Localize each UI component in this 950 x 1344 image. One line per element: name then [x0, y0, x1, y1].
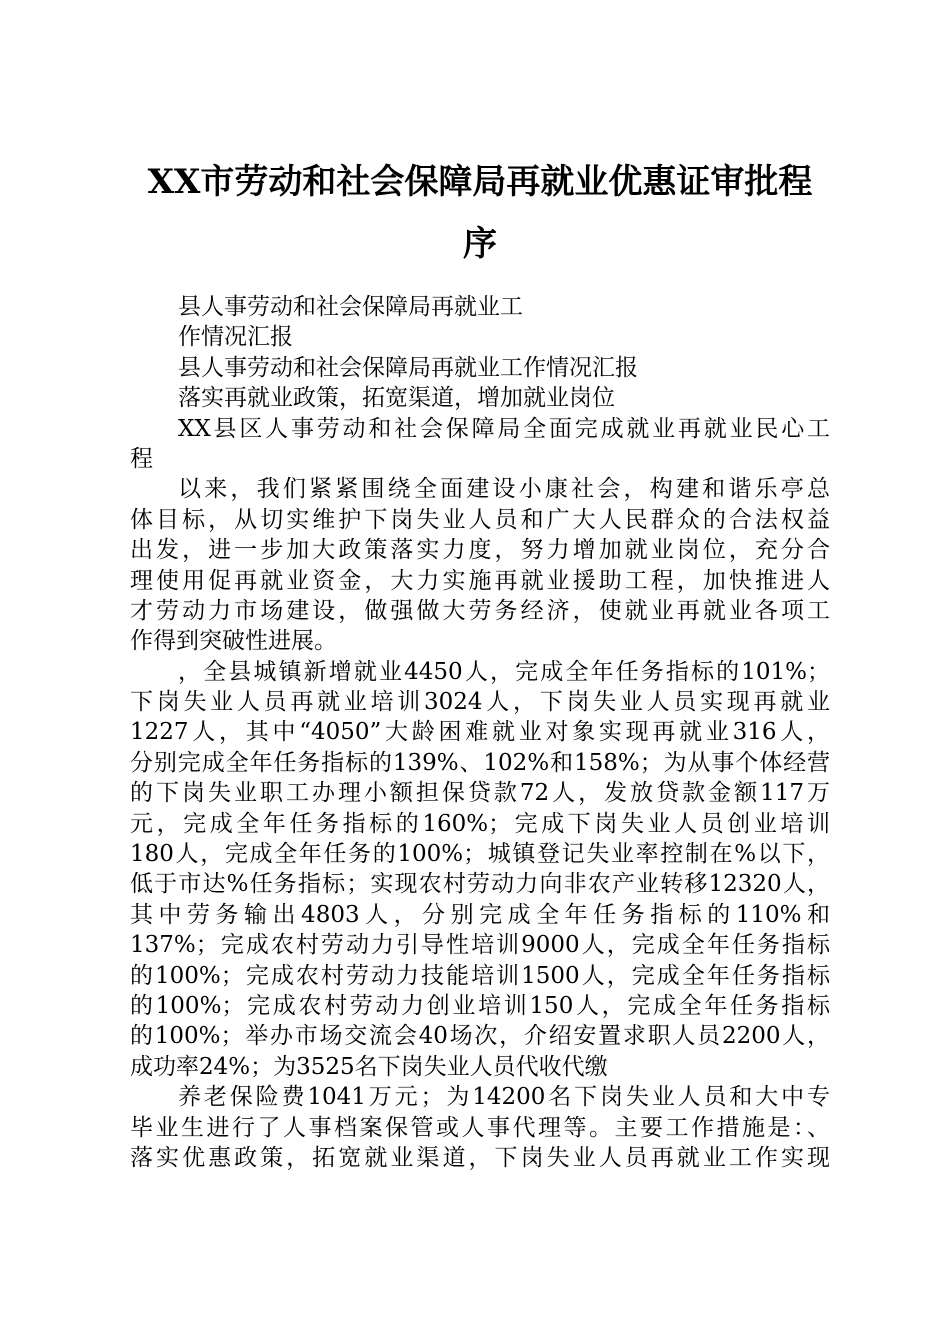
text-line: XX县区人事劳动和社会保障局全面完成就业再就业民心工	[178, 415, 830, 442]
text-line: 理使用促再就业资金，大力实施再就业援助工程，加快推进人	[130, 567, 830, 594]
text-line: 1227人，其中“4050”大龄困难就业对象实现再就业316人，	[130, 719, 830, 746]
text-line: 的下岗失业职工办理小额担保贷款72人，发放贷款金额117万	[130, 780, 830, 807]
text-line: 县人事劳动和社会保障局再就业工	[178, 294, 523, 320]
text-line: 养老保险费1041万元；为14200名下岗失业人员和大中专	[178, 1084, 830, 1111]
text-line: 出发，进一步加大政策落实力度，努力增加就业岗位，充分合	[130, 537, 830, 564]
text-line: 元，完成全年任务指标的160%；完成下岗失业人员创业培训	[130, 810, 830, 837]
text-line: 的100%；完成农村劳动力创业培训150人，完成全年任务指标	[130, 992, 830, 1019]
text-line: 以来，我们紧紧围绕全面建设小康社会，构建和谐乐亭总	[178, 476, 830, 503]
text-line: 作得到突破性进展。	[130, 628, 337, 655]
text-line: 的100%；完成农村劳动力技能培训1500人，完成全年任务指标	[130, 962, 830, 989]
text-line: 的100%；举办市场交流会40场次，介绍安置求职人员2200人，	[130, 1023, 830, 1050]
document-body	[130, 292, 830, 1173]
text-line: 县人事劳动和社会保障局再就业工作情况汇报	[178, 354, 638, 381]
text-line: 程	[130, 445, 153, 472]
text-line: 其中劳务输出4803人，分别完成全年任务指标的110%和	[130, 901, 830, 928]
text-line: 作情况汇报	[178, 324, 293, 351]
text-line: 体目标，从切实维护下岗失业人员和广大人民群众的合法权益	[130, 506, 830, 533]
text-line: 落实优惠政策，拓宽就业渠道，下岗失业人员再就业工作实现	[130, 1144, 830, 1171]
text-line: 落实再就业政策，拓宽渠道，增加就业岗位	[178, 385, 615, 412]
document-title-line-1: XX市劳动和社会保障局再就业优惠证审批程	[147, 162, 813, 202]
text-line: ，全县城镇新增就业4450人，完成全年任务指标的101%；	[178, 658, 830, 685]
text-line: 低于市达%任务指标；实现农村劳动力向非农产业转移12320人，	[130, 871, 830, 898]
text-line: 分别完成全年任务指标的139%、102%和158%；为从事个体经营	[130, 749, 830, 776]
text-line: 毕业生进行了人事档案保管或人事代理等。主要工作措施是：、	[130, 1114, 830, 1141]
text-line: 180人，完成全年任务的100%；城镇登记失业率控制在%以下，	[130, 841, 830, 868]
document-title-line-2: 序	[463, 224, 497, 264]
text-line: 成功率24%；为3525名下岗失业人员代收代缴	[130, 1053, 608, 1080]
text-line: 下岗失业人员再就业培训3024人，下岗失业人员实现再就业	[130, 689, 830, 716]
text-line: 137%；完成农村劳动力引导性培训9000人，完成全年任务指标	[130, 932, 830, 959]
text-line: 才劳动力市场建设，做强做大劳务经济，使就业再就业各项工	[130, 597, 830, 624]
